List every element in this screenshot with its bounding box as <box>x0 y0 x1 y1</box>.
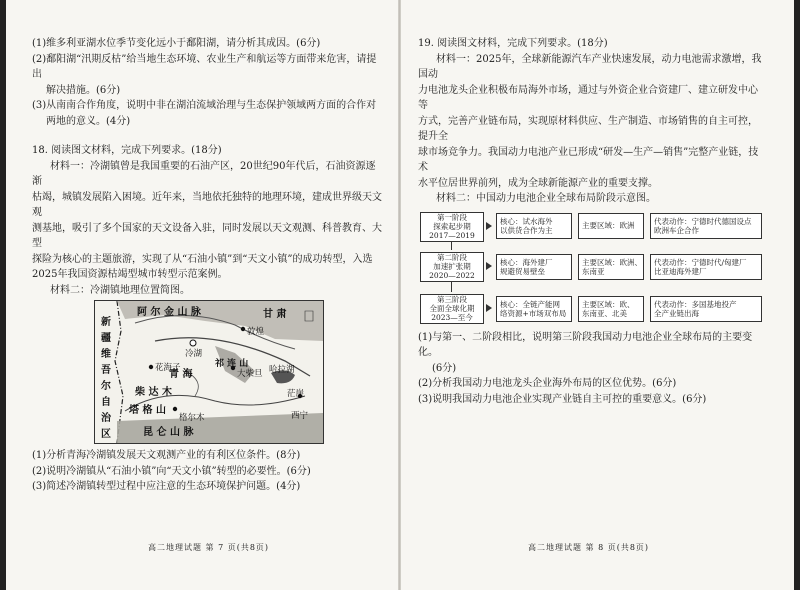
q18-material1-l4: 探险为核心的主题旅游，实现了从“石油小镇”到“天文小镇”的成功转型，入选 <box>32 253 373 265</box>
q19-material1-l5: 水平位居世界前列，成为全球新能源产业的重要支撑。 <box>418 177 658 189</box>
stage1-core: 核心：试水海外 以供货合作为主 <box>496 213 572 239</box>
q17-sub3: (3)从南南合作角度，说明中非在湖泊流域治理与生态保护领域两方面的合作对 <box>32 100 377 111</box>
q18-material1-l5: 2025年我国资源枯竭型城市转型示范案例。 <box>32 269 228 280</box>
arrow-right-icon <box>486 222 492 230</box>
lenghu-label: 冷湖 <box>185 349 203 359</box>
xinjiang-label: 新 疆 维 吾 尔 自 治 区 <box>101 317 111 440</box>
kunlun-label: 昆 仑 山 脉 <box>143 427 194 438</box>
page8-footer: 高二地理试题 第 8 页(共8页) <box>528 543 650 552</box>
arrow-right-icon <box>486 262 492 270</box>
q19-sub3: (3)说明我国动力电池企业实现产业链自主可控的重要意义。(6分) <box>418 393 707 405</box>
stage-connector-2 <box>451 282 452 292</box>
stage2-regions: 主要区域：欧洲、 东南亚 <box>578 254 644 280</box>
stage3-core: 核心：全链产能网 络资源+市场双布局 <box>496 296 572 322</box>
q19-sub2: (2)分析我国动力电池龙头企业海外布局的区位优势。(6分) <box>418 378 677 389</box>
page7-footer: 高二地理试题 第 7 页(共8页) <box>148 543 270 552</box>
q19-material1-l1: 材料一：2025年，全球新能源汽车产业快速发展，动力电池需求激增，我国动 <box>418 53 762 80</box>
page-fold <box>398 0 401 590</box>
arrow-right-icon <box>486 304 492 312</box>
stage-1: 第一阶段 探索起步期 2017—2019 <box>420 212 484 242</box>
stage-2: 第二阶段 加速扩张期 2020—2022 <box>420 252 484 282</box>
stage3-regions: 主要区域：欧、 东南亚、北美 <box>578 296 644 322</box>
q18-sub2: (2)说明冷湖镇从“石油小镇”向“天文小镇”转型的必要性。(6分) <box>32 465 311 477</box>
gansu-label: 甘 肃 <box>263 309 287 320</box>
huahai-label: 花海子 <box>155 363 181 373</box>
q19-sub1-cont: (6分) <box>432 362 457 374</box>
mangya-label: 茫崖 <box>287 389 305 399</box>
q18-material1-l1: 材料一：冷湖镇曾是我国重要的石油产区，20世纪90年代后，石油资源逐渐 <box>32 160 376 187</box>
stage1-actions: 代表动作：宁德时代德国设点 欧洲车企合作 <box>650 213 762 239</box>
city-label: 西宁 <box>291 411 309 421</box>
q19-title: 19. 阅读图文材料，完成下列要求。(18分) <box>418 38 608 49</box>
q17-sub2: (2)鄱阳湖“汛期反枯”给当地生态环境、农业生产和航运等方面带来危害，请提出 <box>32 53 377 80</box>
chaidam-label: 柴 达 木 <box>135 387 172 398</box>
dachaidan-label: 大柴旦 <box>237 369 263 379</box>
scan-edge-right <box>794 0 800 590</box>
altun-mountains-label: 阿 尔 金 山 脉 <box>137 307 201 318</box>
q18-material1-l3: 测基地，吸引了多个国家的天文设备入驻，同时发展以天文观测、科普教育、大型 <box>32 222 382 249</box>
scan-edge-left <box>0 0 6 590</box>
q19-sub1: (1)与第一、二阶段相比，说明第三阶段我国动力电池企业全球布局的主要变化。 <box>418 331 753 358</box>
q19-material2: 材料二：中国动力电池企业全球布局阶段示意图。 <box>436 193 656 204</box>
golmud-label: 格尔木 <box>179 413 205 423</box>
page-7 <box>32 36 384 495</box>
q18-sub1: (1)分析青海冷湖镇发展天文观测产业的有利区位条件。(8分) <box>32 450 301 461</box>
stage-3: 第三阶段 全面全球化期 2023—至今 <box>420 294 484 324</box>
q18-material2: 材料二：冷湖镇地理位置简图。 <box>50 284 190 296</box>
lake-label: 哈拉湖 <box>269 365 295 375</box>
stage2-actions: 代表动作：宁德时代/匈建厂 比亚迪海外建厂 <box>650 254 762 280</box>
lenghu-location-map <box>94 300 324 444</box>
q17-sub1: (1)维多利亚湖水位季节变化远小于鄱阳湖，请分析其成因。(6分) <box>32 38 321 49</box>
q19-material1-l4: 球市场竞争力。我国动力电池产业已形成“研发—生产—销售”完整产业链，技术 <box>418 146 759 173</box>
stage3-actions: 代表动作：多国基地投产 全产业链出海 <box>650 296 762 322</box>
q19-material1-l2: 力电池龙头企业积极布局海外市场，通过与外资企业合资建厂、建立研发中心等 <box>418 84 758 111</box>
q18-title: 18. 阅读图文材料，完成下列要求。(18分) <box>32 145 222 156</box>
battery-globalization-flowchart <box>418 210 764 328</box>
qilian-label: 祁 连 山 <box>215 359 249 369</box>
page-8 <box>418 36 764 407</box>
tanggula-label: 塔 格 山 <box>129 405 166 416</box>
qinghai-label: 青 海 <box>169 369 193 380</box>
q18-sub3: (3)简述冷湖镇转型过程中应注意的生态环境保护问题。(4分) <box>32 481 301 492</box>
q17-sub3-cont: 两地的意义。(4分) <box>46 115 131 127</box>
stage1-regions: 主要区域：欧洲 <box>578 213 644 239</box>
stage2-core: 核心：海外建厂 规避贸易壁垒 <box>496 254 572 280</box>
q19-material1-l3: 方式，完善产业链布局，实现原材料供应、生产制造、市场销售的自主可控，提升全 <box>418 115 758 142</box>
q17-sub2-cont: 解决措施。(6分) <box>46 84 121 96</box>
dunhuang-label: 敦煌 <box>247 327 265 337</box>
q18-material1-l2: 枯竭，城镇发展陷入困境。近年来，当地依托独特的地理环境，建成世界级天文观 <box>32 191 382 218</box>
